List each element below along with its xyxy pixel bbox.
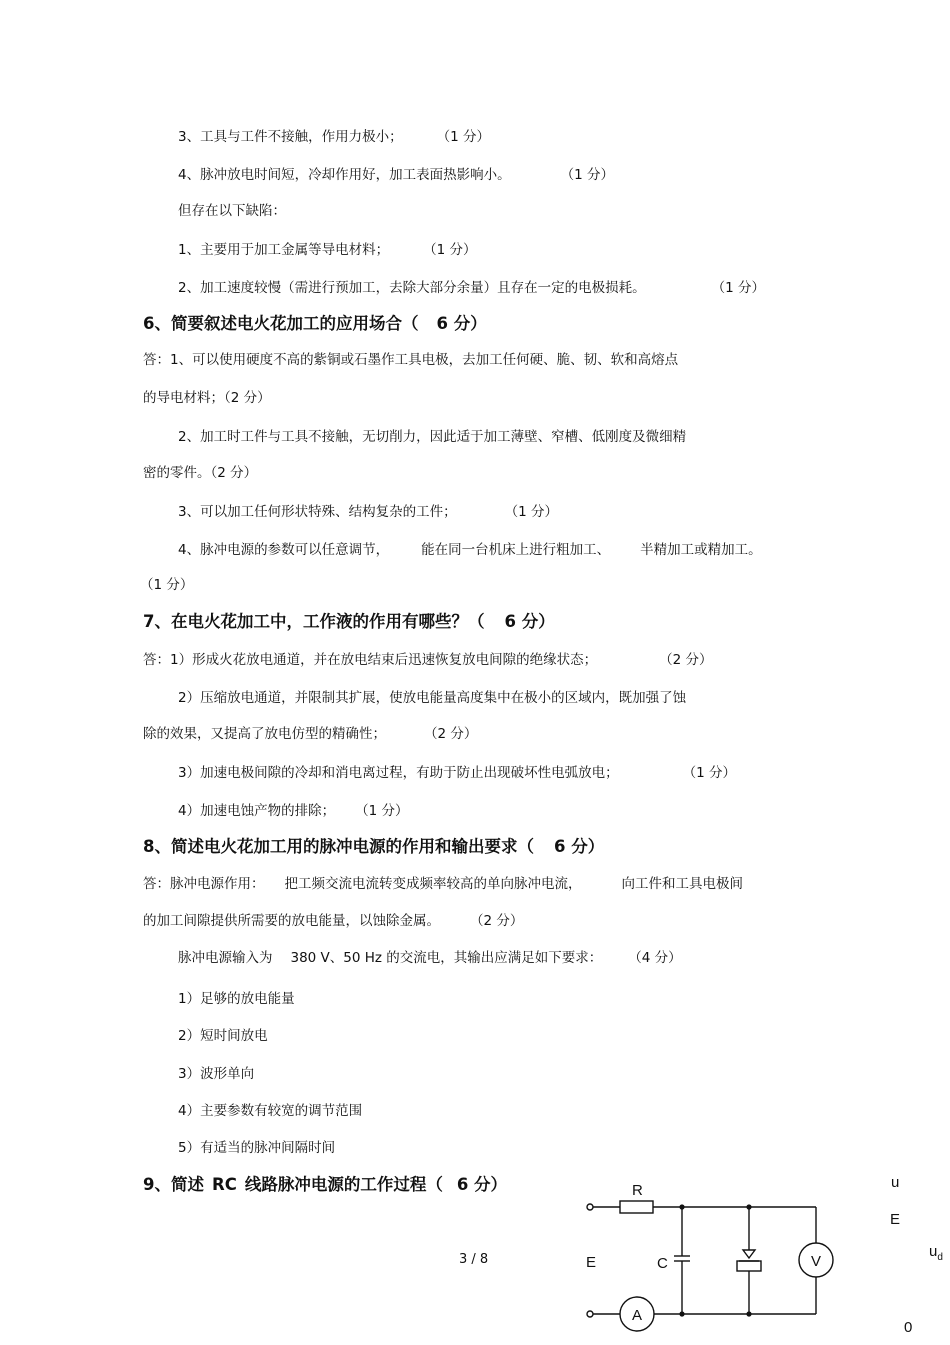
list-item: 5）有适当的脉冲间隔时间 [178,1140,336,1156]
text-line: 但存在以下缺陷： [178,203,286,219]
text-line: 4、脉冲电源的参数可以任意调节， 能在同一台机床上进行粗加工、 半精加工或精加工。 [178,542,762,558]
question-7-heading: 7、在电火花加工中，工作液的作用有哪些？（ 6 分） [143,612,555,631]
workpiece-symbol [737,1261,761,1271]
voltmeter-label: V [811,1253,822,1270]
question-6-heading: 6、简要叙述电火花加工的应用场合（ 6 分） [143,314,487,333]
text-line: 2、加工速度较慢（需进行预加工，去除大部分余量）且存在一定的电极损耗。 （1 分） [178,280,765,296]
electrode-symbol [743,1250,755,1258]
text-line: 的加工间隙提供所需要的放电能量，以蚀除金属。 （2 分） [143,913,524,929]
text-line: （1 分） [140,577,194,593]
text-line: 答：1、可以使用硬度不高的紫铜或石墨作工具电极，去加工任何硬、脆、韧、软和高熔点 [143,352,679,368]
list-item: 2）短时间放电 [178,1028,268,1044]
text-line: 2、加工时工件与工具不接触，无切削力，因此适于加工薄壁、窄槽、低刚度及微细精 [178,429,687,445]
text-line: 答：脉冲电源作用： 把工频交流电流转变成频率较高的单向脉冲电流， 向工件和工具电极间 [143,876,743,892]
text-line: 答：1）形成火花放电通道，并在放电结束后迅速恢复放电间隙的绝缘状态； （2 分） [143,652,713,668]
graph-e-label: E [890,1211,901,1228]
question-9-heading: 9、简述 RC 线路脉冲电源的工作过程（ 6 分） [143,1175,508,1194]
page-number: 3 / 8 [459,1252,489,1267]
text-line: 1、主要用于加工金属等导电材料； （1 分） [178,242,477,258]
ammeter-label: A [632,1307,643,1324]
graph-u-axis-label: u [891,1174,900,1191]
text-line: 3、可以加工任何形状特殊、结构复杂的工件； （1 分） [178,504,558,520]
capacitor-label: C [657,1255,668,1272]
text-line: 密的零件。（2 分） [143,465,258,481]
text-line: 除的效果，又提高了放电仿型的精确性； （2 分） [143,726,478,742]
list-item: 4）主要参数有较宽的调节范围 [178,1103,363,1119]
source-label: E [586,1254,597,1271]
resistor-label: R [632,1182,643,1199]
text-line: 脉冲电源输入为 380 V、50 Hz 的交流电，其输出应满足如下要求： （4 分） [178,950,682,966]
text-line: 的导电材料；（2 分） [143,390,271,406]
rc-circuit-diagram [580,1175,840,1340]
text-line: 3、工具与工件不接触，作用力极小； （1 分） [178,129,490,145]
list-item: 1）足够的放电能量 [178,991,295,1007]
graph-ud-label: $u_d$ [929,1243,943,1263]
list-item: 3）波形单向 [178,1066,255,1082]
text-line: 2）压缩放电通道，并限制其扩展，使放电能量高度集中在极小的区域内，既加强了蚀 [178,690,687,706]
text-line: 3）加速电极间隙的冷却和消电离过程，有助于防止出现破坏性电弧放电； （1 分） [178,765,736,781]
question-8-heading: 8、简述电火花加工用的脉冲电源的作用和输出要求（ 6 分） [143,837,605,856]
resistor-symbol [620,1201,653,1213]
text-line: 4）加速电蚀产物的排除； （1 分） [178,803,409,819]
graph-origin-label: 0 [904,1319,913,1336]
text-line: 4、脉冲放电时间短，冷却作用好，加工表面热影响小。 （1 分） [178,167,614,183]
